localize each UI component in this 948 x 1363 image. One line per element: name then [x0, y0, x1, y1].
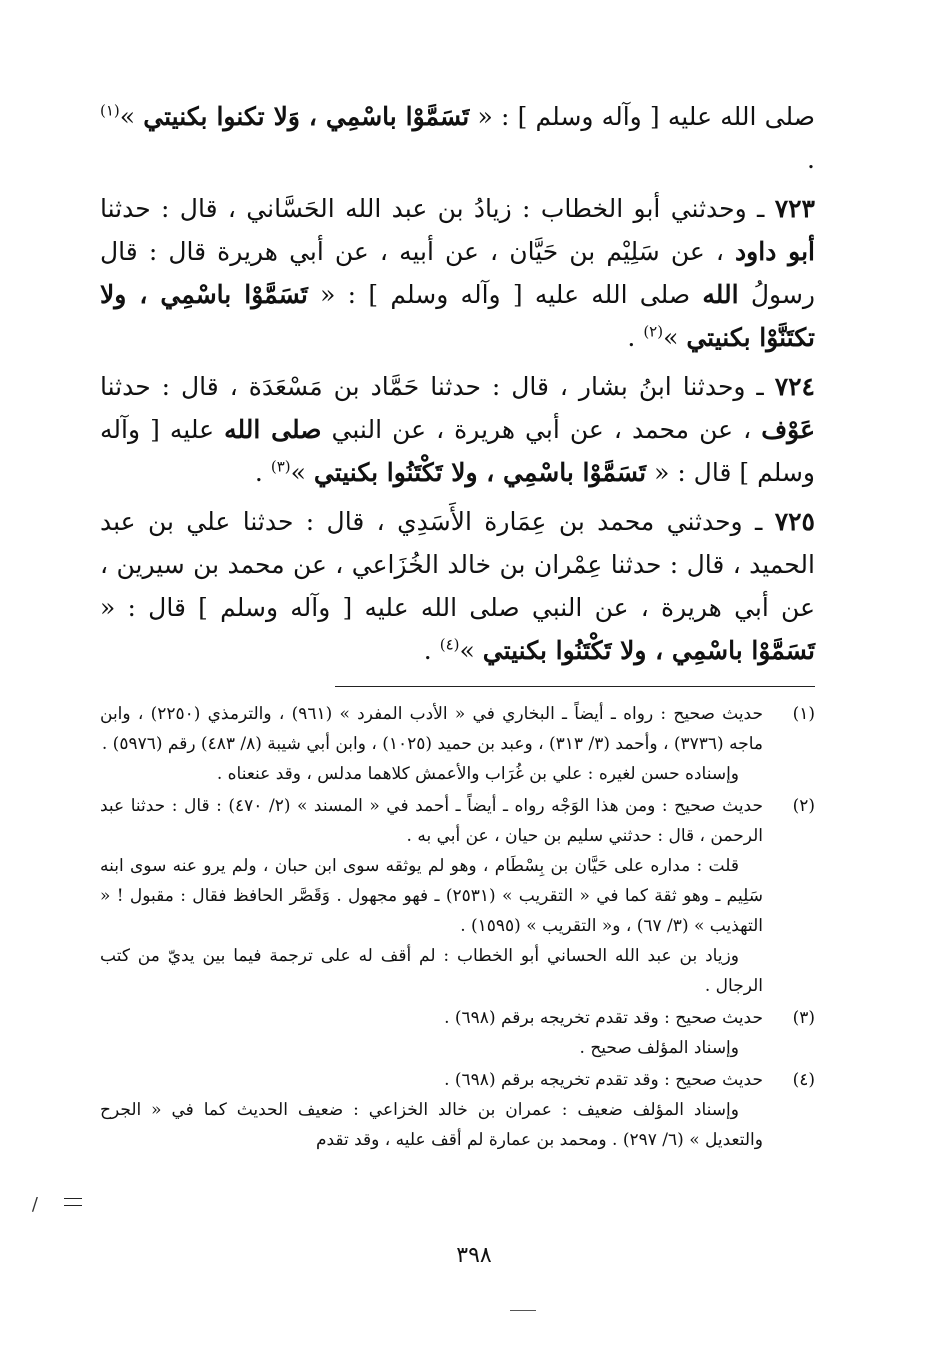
footnote-text: حديث صحيح : رواه ـ أيضاً ـ البخاري في « الأدب المفرد » (٩٦١) ، والترمذي (٢٢٥٠) ، وابن ماجه (٣٧٣٦) ، وأحمد (٣/ ٣١٣) ، وعبد بن حميد (١٠٢٥) ، وابن أبي شيبة (٨/ ٤٨٣) رقم (٥٩٧٦) .: [100, 704, 763, 754]
footnote-ref[interactable]: (٣): [270, 457, 291, 476]
hadith-text: تَسَمَّوْا باسْمِي ، ولا تَكْتَنُوا بكنيتي: [482, 636, 815, 665]
hadith-text: تَسَمَّوْا باسْمِي ، ولا تَكْتَنُوا بكنيتي: [313, 458, 647, 487]
page-content: [100, 95, 815, 1157]
footnote-ref[interactable]: (٢): [643, 322, 664, 341]
footnote-text: حديث صحيح : ومن هذا الوَجْه رواه ـ أيضاً ـ أحمد في « المسند » (٢/ ٤٧٠) : قال : حدثنا عبد الرحمن ، قال : حدثني سليم بن حيان ، عن أبي به .: [100, 796, 763, 846]
footnote-text: وإسناد المؤلف ضعيف : عمران بن خالد الخزاعي : ضعيف الحديث كما في « الجرح والتعديل » (٦/ ٢٩٧) . ومحمد بن عمارة لم أقف عليه ، وقد تقدم: [100, 1100, 763, 1150]
footnote-text: وزياد بن عبد الله الحساني أبو الخطاب : لم أقف له على ترجمة فيما بين يديّ من كتب الرجال .: [100, 946, 763, 996]
hadith-text: تَسَمَّوْا باسْمِي ، ولا تكتَنَّوْا بكنيتي: [100, 280, 815, 352]
footnote-ref[interactable]: (١): [100, 101, 120, 120]
footnote-text: وإسناده حسن لغيره : علي بن غُرَاب والأعمش كلاهما مدلس ، وقد عنعناه .: [216, 764, 739, 784]
footnote-3: [100, 1003, 815, 1063]
footnote-2: [100, 791, 815, 1001]
hadith-number: ٧٢٣: [774, 194, 815, 223]
footnote-number: (٤): [792, 1070, 815, 1090]
hadith-number: ٧٢٥: [774, 507, 815, 536]
hadith-723: ٧٢٣ ـ وحدثني أبو الخطاب : زيادُ بن عبد الله الحَسَّاني ، قال : حدثنا أبو داود ، عن سَلِيْم بن حَيَّان ، عن أبيه ، عن أبي هريرة قال : قال رسولُ الله صلى الله عليه [ وآله وسلم ] : « تَسَمَّوْا باسْمِي ، ولا تكتَنَّوْا بكنيتي »$^{(٢)}$ .: [100, 194, 815, 352]
paragraph-continuation: صلى الله عليه [ وآله وسلم ] : « تَسَمَّوْا باسْمِي ، وَلا تكنوا بكنيتي »$^{(١)}$ .: [100, 101, 815, 174]
footnote-ref[interactable]: (٤): [439, 635, 460, 654]
hadith-text: تَسَمَّوْا باسْمِي ، وَلا تكنوا بكنيتي: [143, 102, 470, 131]
footnote-number: (١): [792, 704, 815, 724]
footnote-1: [100, 699, 815, 789]
hadith-number: ٧٢٤: [774, 372, 815, 401]
footnote-number: (٣): [792, 1008, 815, 1028]
footnote-text: حديث صحيح : وقد تقدم تخريجه برقم (٦٩٨) .: [444, 1070, 763, 1090]
footnote-4: [100, 1065, 815, 1155]
footnote-number: (٢): [792, 796, 815, 816]
footnote-text: حديث صحيح : وقد تقدم تخريجه برقم (٦٩٨) .: [444, 1008, 763, 1028]
main-text: [100, 95, 815, 672]
scan-artifact-dash: [510, 1310, 536, 1311]
footnotes: [100, 699, 815, 1155]
footnote-text: وإسناد المؤلف صحيح .: [579, 1038, 739, 1058]
footnote-text: قلت : مداره على حَيَّان بن بِسْطَام ، وهو لم يوثقه سوى ابن حبان ، ولم يرو عنه سوى ابنه سَلِيم ـ وهو ثقة كما في « التقريب » (٢٥٣١) ـ فهو مجهول . وَقَصَّر الحافظ فقال : مقبول ! « التهذيب » (٣/ ٦٧) ، و« التقريب » (١٥٩٥) .: [100, 856, 763, 936]
hadith-725: ٧٢٥ ـ وحدثني محمد بن عِمَارة الأَسَدِي ، قال : حدثنا علي بن عبد الحميد ، قال : حدثنا عِمْران بن خالد الخُزَاعي ، عن محمد بن سيرين ، عن أبي هريرة ، عن النبي صلى الله عليه [ وآله وسلم ] قال : « تَسَمَّوْا باسْمِي ، ولا تَكْتَنُوا بكنيتي »$^{(٤)}$ .: [100, 507, 815, 665]
hadith-724: ٧٢٤ ـ وحدثنا ابنُ بشار ، قال : حدثنا حَمَّاد بن مَسْعَدَة ، قال : حدثنا عَوْف ، عن محمد ، عن أبي هريرة ، عن النبي صلى الله عليه [ وآله وسلم ] قال : « تَسَمَّوْا باسْمِي ، ولا تَكْتَنُوا بكنيتي »$^{(٣)}$ .: [100, 372, 815, 487]
page-number: ٣٩٨: [456, 1243, 492, 1268]
continuation-mark: [64, 1198, 82, 1206]
margin-slash-mark: /: [31, 1194, 38, 1215]
footnote-separator: [335, 686, 815, 687]
